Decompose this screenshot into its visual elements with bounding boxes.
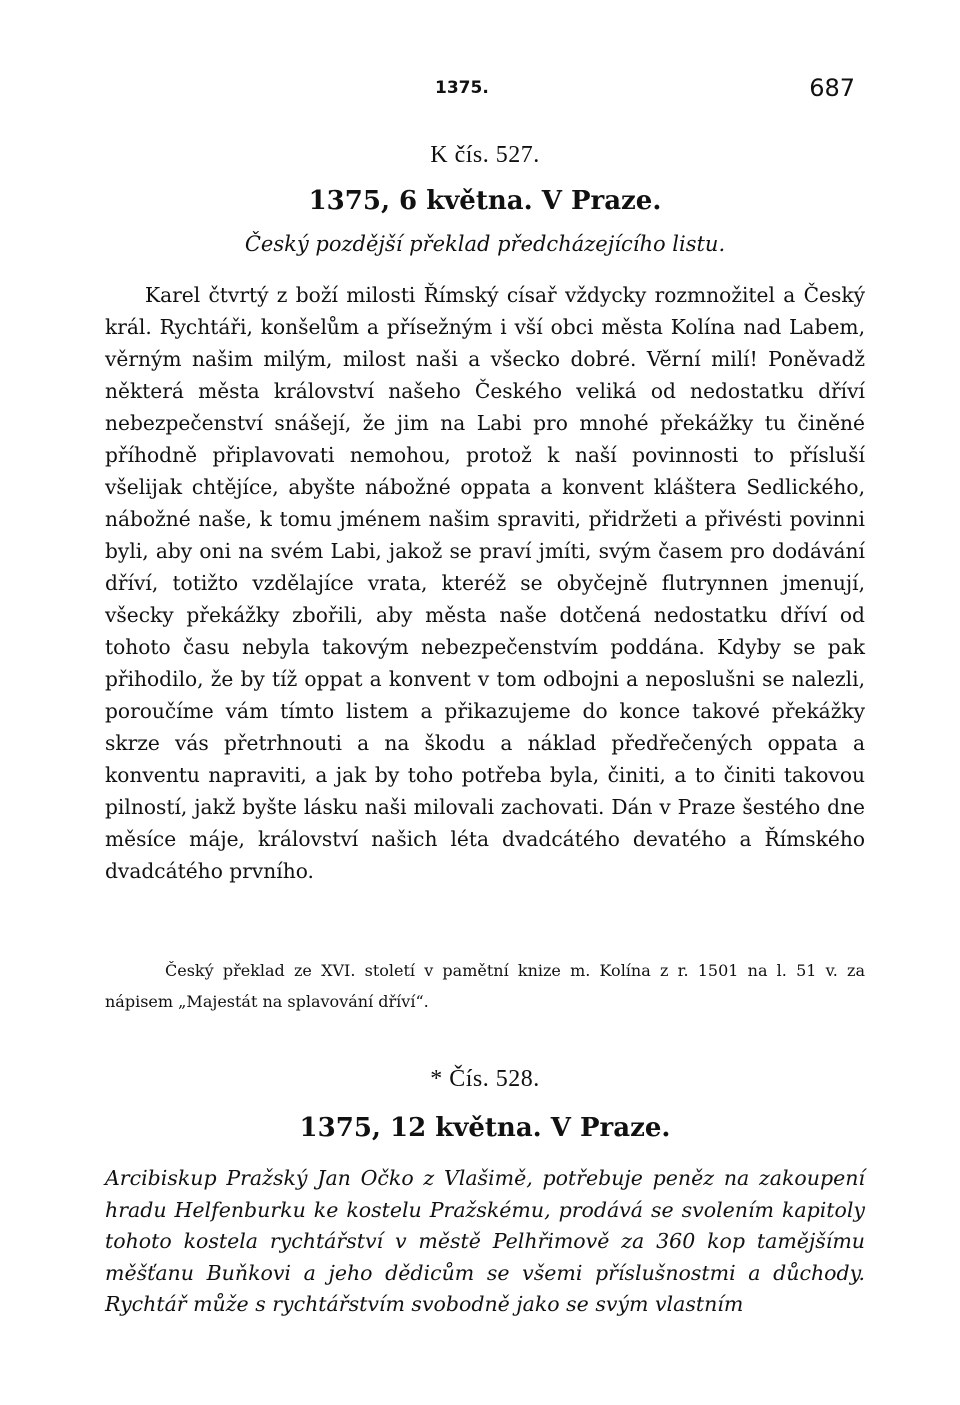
document-527-paragraph: Karel čtvrtý z boží milosti Římský císař vždycky rozmnožitel a Český král. Rychtáři, konšelům a přísežným i vší obci města Kolína nad Labem, věrným našim milým, milost naši a všecko dobré. Věrní milí! Poněvadž některá města království našeho Českého veliká od nedostatku dříví nebezpečenství snášejí, že jim na Labi pro mnohé překážky tu činěné příhodně připlavovati nemohou, protož k naší povinnosti to přísluší všelijak chtějíce, abyšte nábožné oppata a konvent kláštera Sedlického, nábožné naše, k tomu jménem našim spraviti, přidržeti a přivésti povinni byli, aby oni na svém Labi, jakož se praví jmíti, svým časem pro dodávání dříví, totižto vzdělajíce vrata, kteréž se obyčejně flutrynnen jmenují, všecky překážky zbořili, aby města naše dotčená nedostatku dříví od tohoto času nebyla takovým nebezpečenstvím poddána. Kdyby se pak přihodilo, že by tíž oppat a konvent v tom odbojni a neposlušni se nalezli, poroučíme vám tímto listem a přikazujeme do konce takové překážky skrze vás přetrhnouti a na škodu a náklad předřečených oppata a konventu napraviti, a jak by toho potřeba byla, činiti, a to činiti takovou pilností, jakž byšte lásku naši milovali zachovati. Dán v Praze šestého dne měsíce máje, království našich léta dvadcátého devatého a Římského dvadcátého prvního. — [105, 283, 865, 883]
document-528-number: * Čís. 528. — [430, 1066, 540, 1092]
document-528-date: 1375, 12 května. V Praze. — [299, 1113, 671, 1143]
running-head — [105, 74, 865, 108]
document-527-date: 1375, 6 května. V Praze. — [308, 186, 662, 216]
document-527-source-note: Český překlad ze XVI. století v pamětní knize m. Kolína z r. 1501 na l. 51 v. za nápisem „Majestát na splavování dříví“. — [105, 961, 865, 1011]
document-528-regest: Arcibiskup Pražský Jan Očko z Vlašimě, potřebuje peněz na zakoupení hradu Helfenburku ke kostelu Pražskému, prodává se svolením kapitoly tohoto kostela rychtářství v městě Pelhřimově za 360 kop tamějšímu měšťanu Buňkovi a jeho dědicům se všemi příslušnostmi a důchody. Rychtář může s rychtářstvím svobodně jako se svým vlastním — [105, 1166, 865, 1316]
document-527-text — [105, 279, 865, 887]
document-527-number: K čís. 527. — [430, 142, 540, 168]
page-number: 687 — [809, 74, 855, 102]
running-head-year: 1375. — [435, 78, 489, 98]
document-527-title: Český pozdější překlad předcházejícího listu. — [244, 232, 726, 256]
